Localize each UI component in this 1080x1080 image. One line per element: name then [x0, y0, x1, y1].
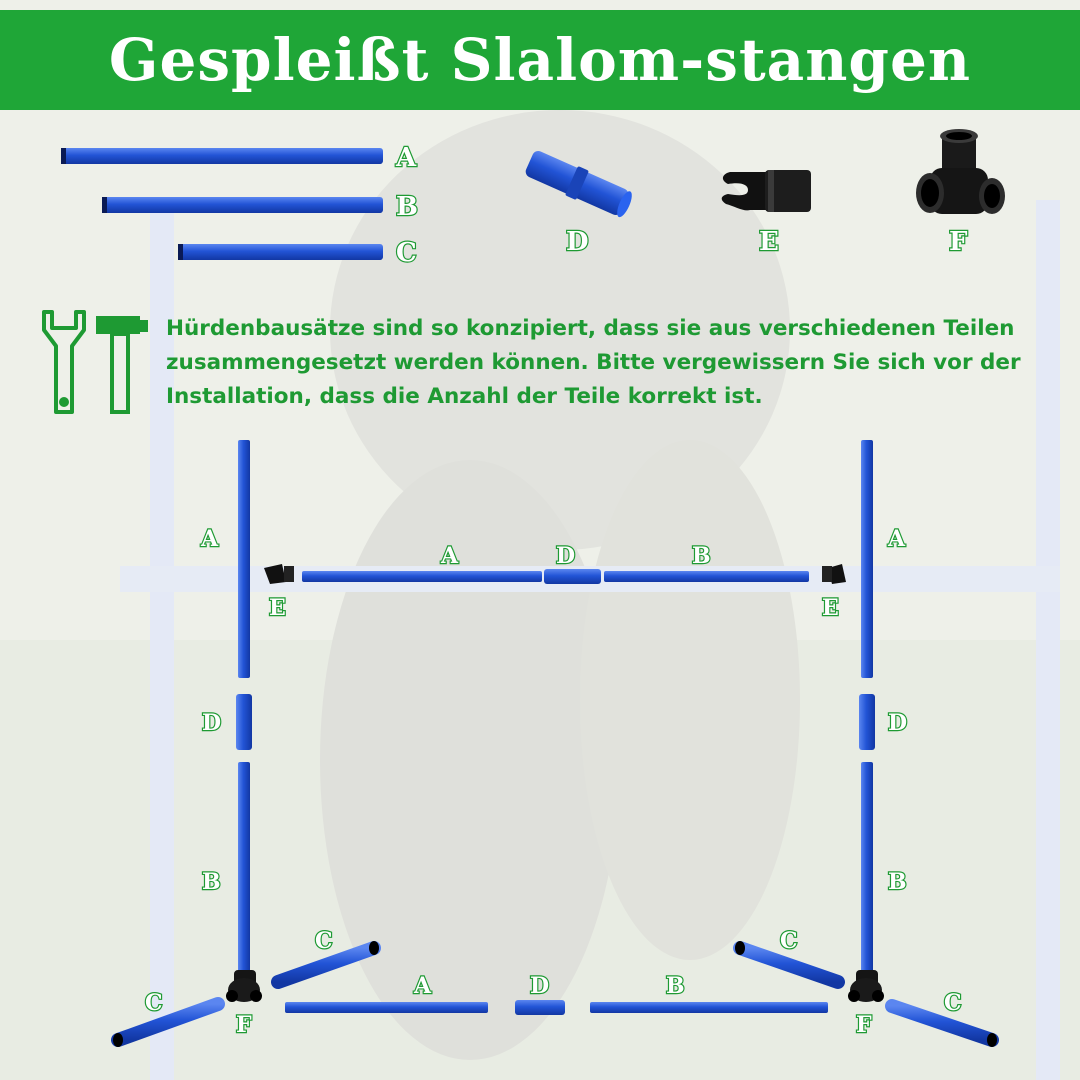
- assembly-label: B: [888, 869, 907, 895]
- assembly-description: [166, 312, 1066, 414]
- assembly-label: C: [145, 990, 163, 1016]
- assembly-label: F: [236, 1012, 252, 1038]
- label-part-d: D: [566, 227, 589, 257]
- part-e-clip: [722, 170, 811, 212]
- part-b-pole: [102, 197, 383, 213]
- part-d-coupler: [523, 147, 636, 221]
- label-part-c: C: [396, 238, 417, 268]
- hammer-icon: [96, 316, 148, 412]
- clip-left: [264, 564, 294, 584]
- assembly-label: B: [692, 543, 711, 569]
- wrench-icon: [44, 312, 84, 412]
- assembly-label: B: [202, 869, 221, 895]
- label-part-a: A: [396, 143, 417, 173]
- assembly-label: A: [441, 543, 459, 569]
- assembly-label: D: [556, 543, 576, 569]
- assembly-label: C: [315, 928, 333, 954]
- label-part-e: E: [759, 227, 779, 257]
- label-part-b: B: [396, 192, 418, 222]
- assembly-label: D: [888, 710, 908, 736]
- assembly-label: D: [530, 973, 550, 999]
- assembly-label: C: [780, 928, 798, 954]
- part-c-pole: [178, 244, 383, 260]
- part-a-pole: [61, 148, 383, 164]
- assembly-label: A: [201, 526, 219, 552]
- label-part-f: F: [949, 227, 968, 257]
- page-title: Gespleißt Slalom-stangen: [108, 26, 972, 94]
- assembly-label: E: [269, 595, 286, 621]
- assembly-label: A: [414, 973, 432, 999]
- description-line: zusammengesetzt werden können. Bitte vergewissern Sie sich vor der: [166, 350, 1021, 375]
- part-f-tee: [916, 129, 1005, 214]
- assembly-label: D: [202, 710, 222, 736]
- clip-right: [822, 564, 846, 584]
- assembly-label: B: [666, 973, 685, 999]
- description-line: Installation, dass die Anzahl der Teile korrekt ist.: [166, 384, 763, 409]
- description-line: Hürdenbausätze sind so konzipiert, dass sie aus verschiedenen Teilen: [166, 316, 1015, 341]
- assembly-label: E: [822, 595, 839, 621]
- assembly-label: F: [856, 1012, 872, 1038]
- assembly-label: A: [888, 526, 906, 552]
- assembly-label: C: [944, 990, 962, 1016]
